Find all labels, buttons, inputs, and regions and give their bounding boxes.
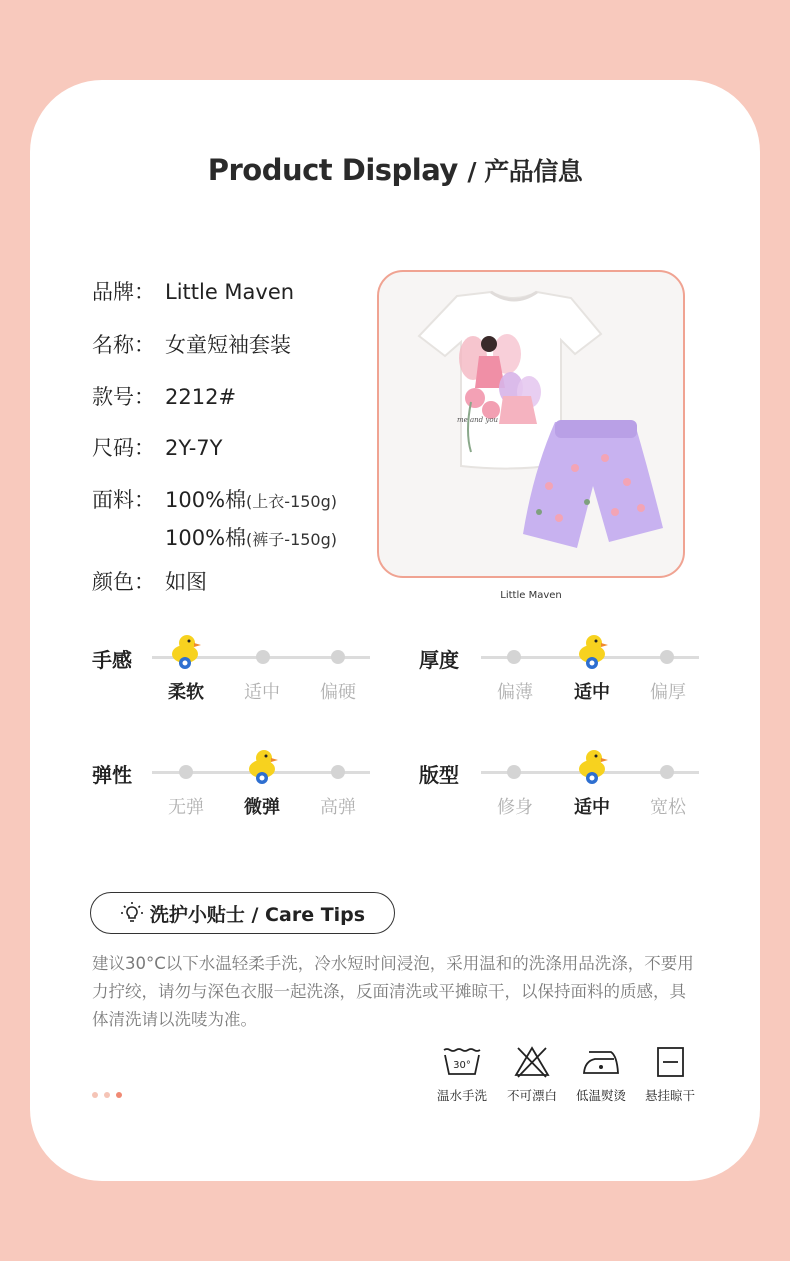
scale-dot: [179, 765, 193, 779]
spec-fabric-line2: [165, 522, 337, 552]
spec-key: 颜色：: [92, 570, 155, 594]
outfit-illustration: [379, 272, 683, 576]
care-label: 温水手洗: [436, 1088, 487, 1103]
care-item-hand-wash: [427, 1046, 497, 1104]
product-image: [377, 270, 685, 578]
scale-option: 适中: [244, 682, 280, 703]
spec-fabric: [92, 484, 337, 552]
scale-dot: [660, 765, 674, 779]
scale-label-fit: 版型: [419, 763, 459, 787]
scale-option: 偏厚: [650, 682, 686, 703]
scale-option: 微弹: [244, 797, 280, 818]
care-label: 不可漂白: [506, 1088, 557, 1103]
title-en: Product Display: [207, 153, 458, 187]
scale-option: 柔软: [168, 682, 204, 703]
pager-dot-active: [116, 1092, 122, 1098]
spec-unit: (裤子-150g): [246, 530, 338, 549]
care-tips-text: 建议30°C以下水温轻柔手洗，冷水短时间浸泡，采用温和的洗涤用品洗涤，不要用力拧绞，请勿与深色衣服一起洗涤，反面清洗或平摊晾干，以保持面料的质感，具体清洗请以洗唛为准。: [92, 954, 694, 1029]
spec-style-number: [92, 381, 236, 411]
spec-key: 面料：: [92, 488, 155, 512]
scale-label-thickness: 厚度: [419, 648, 459, 672]
title-cn: / 产品信息: [467, 157, 583, 186]
lightbulb-icon: [120, 901, 144, 925]
spec-value: 女童短袖套装: [165, 333, 291, 357]
spec-value: 如图: [165, 570, 207, 594]
print-text: me and you: [457, 416, 499, 424]
care-tips-title: 洗护小贴士 / Care Tips: [149, 903, 366, 926]
svg-text:30°: 30°: [453, 1060, 471, 1071]
hang-dry-icon: [650, 1046, 690, 1078]
no-bleach-icon: [512, 1046, 552, 1078]
spec-value: 2212#: [165, 385, 237, 409]
spec-unit: (上衣-150g): [246, 492, 338, 511]
scale-option: 适中: [574, 682, 610, 703]
scale-dot: [331, 765, 345, 779]
hand-wash-icon: [442, 1046, 482, 1078]
spec-value: 100%棉: [165, 488, 247, 512]
scale-label-feel: 手感: [92, 648, 132, 672]
duck-marker-icon: [576, 632, 610, 670]
spec-color: [92, 566, 207, 596]
scale-dot: [660, 650, 674, 664]
scale-option: 偏薄: [497, 682, 533, 703]
care-item-low-iron: [566, 1046, 636, 1104]
spec-size: [92, 432, 222, 462]
spec-value: Little Maven: [165, 280, 295, 304]
scale-option: 宽松: [650, 797, 686, 818]
image-caption: Little Maven: [500, 590, 562, 601]
scale-dot: [507, 650, 521, 664]
pager-dot: [92, 1092, 98, 1098]
spec-key: 尺码：: [92, 436, 155, 460]
spec-value: 2Y-7Y: [165, 436, 223, 460]
scale-dot: [507, 765, 521, 779]
care-item-no-bleach: [497, 1046, 567, 1104]
care-label: 悬挂晾干: [644, 1088, 695, 1103]
pager-dots: [92, 1092, 122, 1098]
scale-label-elasticity: 弹性: [92, 763, 132, 787]
scale-option: 无弹: [168, 797, 204, 818]
scale-dot: [256, 650, 270, 664]
spec-key: 品牌：: [92, 280, 155, 304]
page-title: [0, 152, 790, 188]
duck-marker-icon: [246, 747, 280, 785]
care-label: 低温熨烫: [575, 1088, 626, 1103]
spec-key: 款号：: [92, 385, 155, 409]
duck-marker-icon: [576, 747, 610, 785]
low-iron-icon: [581, 1046, 621, 1078]
scale-option: 高弹: [320, 797, 356, 818]
duck-marker-icon: [169, 632, 203, 670]
spec-value: 100%棉: [165, 526, 247, 550]
scale-dot: [331, 650, 345, 664]
spec-key: 名称：: [92, 333, 155, 357]
spec-brand: [92, 276, 294, 306]
scale-option: 偏硬: [320, 682, 356, 703]
care-tips-heading: [90, 892, 395, 934]
scale-option: 适中: [574, 797, 610, 818]
care-item-hang-dry: [635, 1046, 705, 1104]
scale-option: 修身: [497, 797, 533, 818]
spec-name: [92, 329, 291, 359]
pager-dot: [104, 1092, 110, 1098]
